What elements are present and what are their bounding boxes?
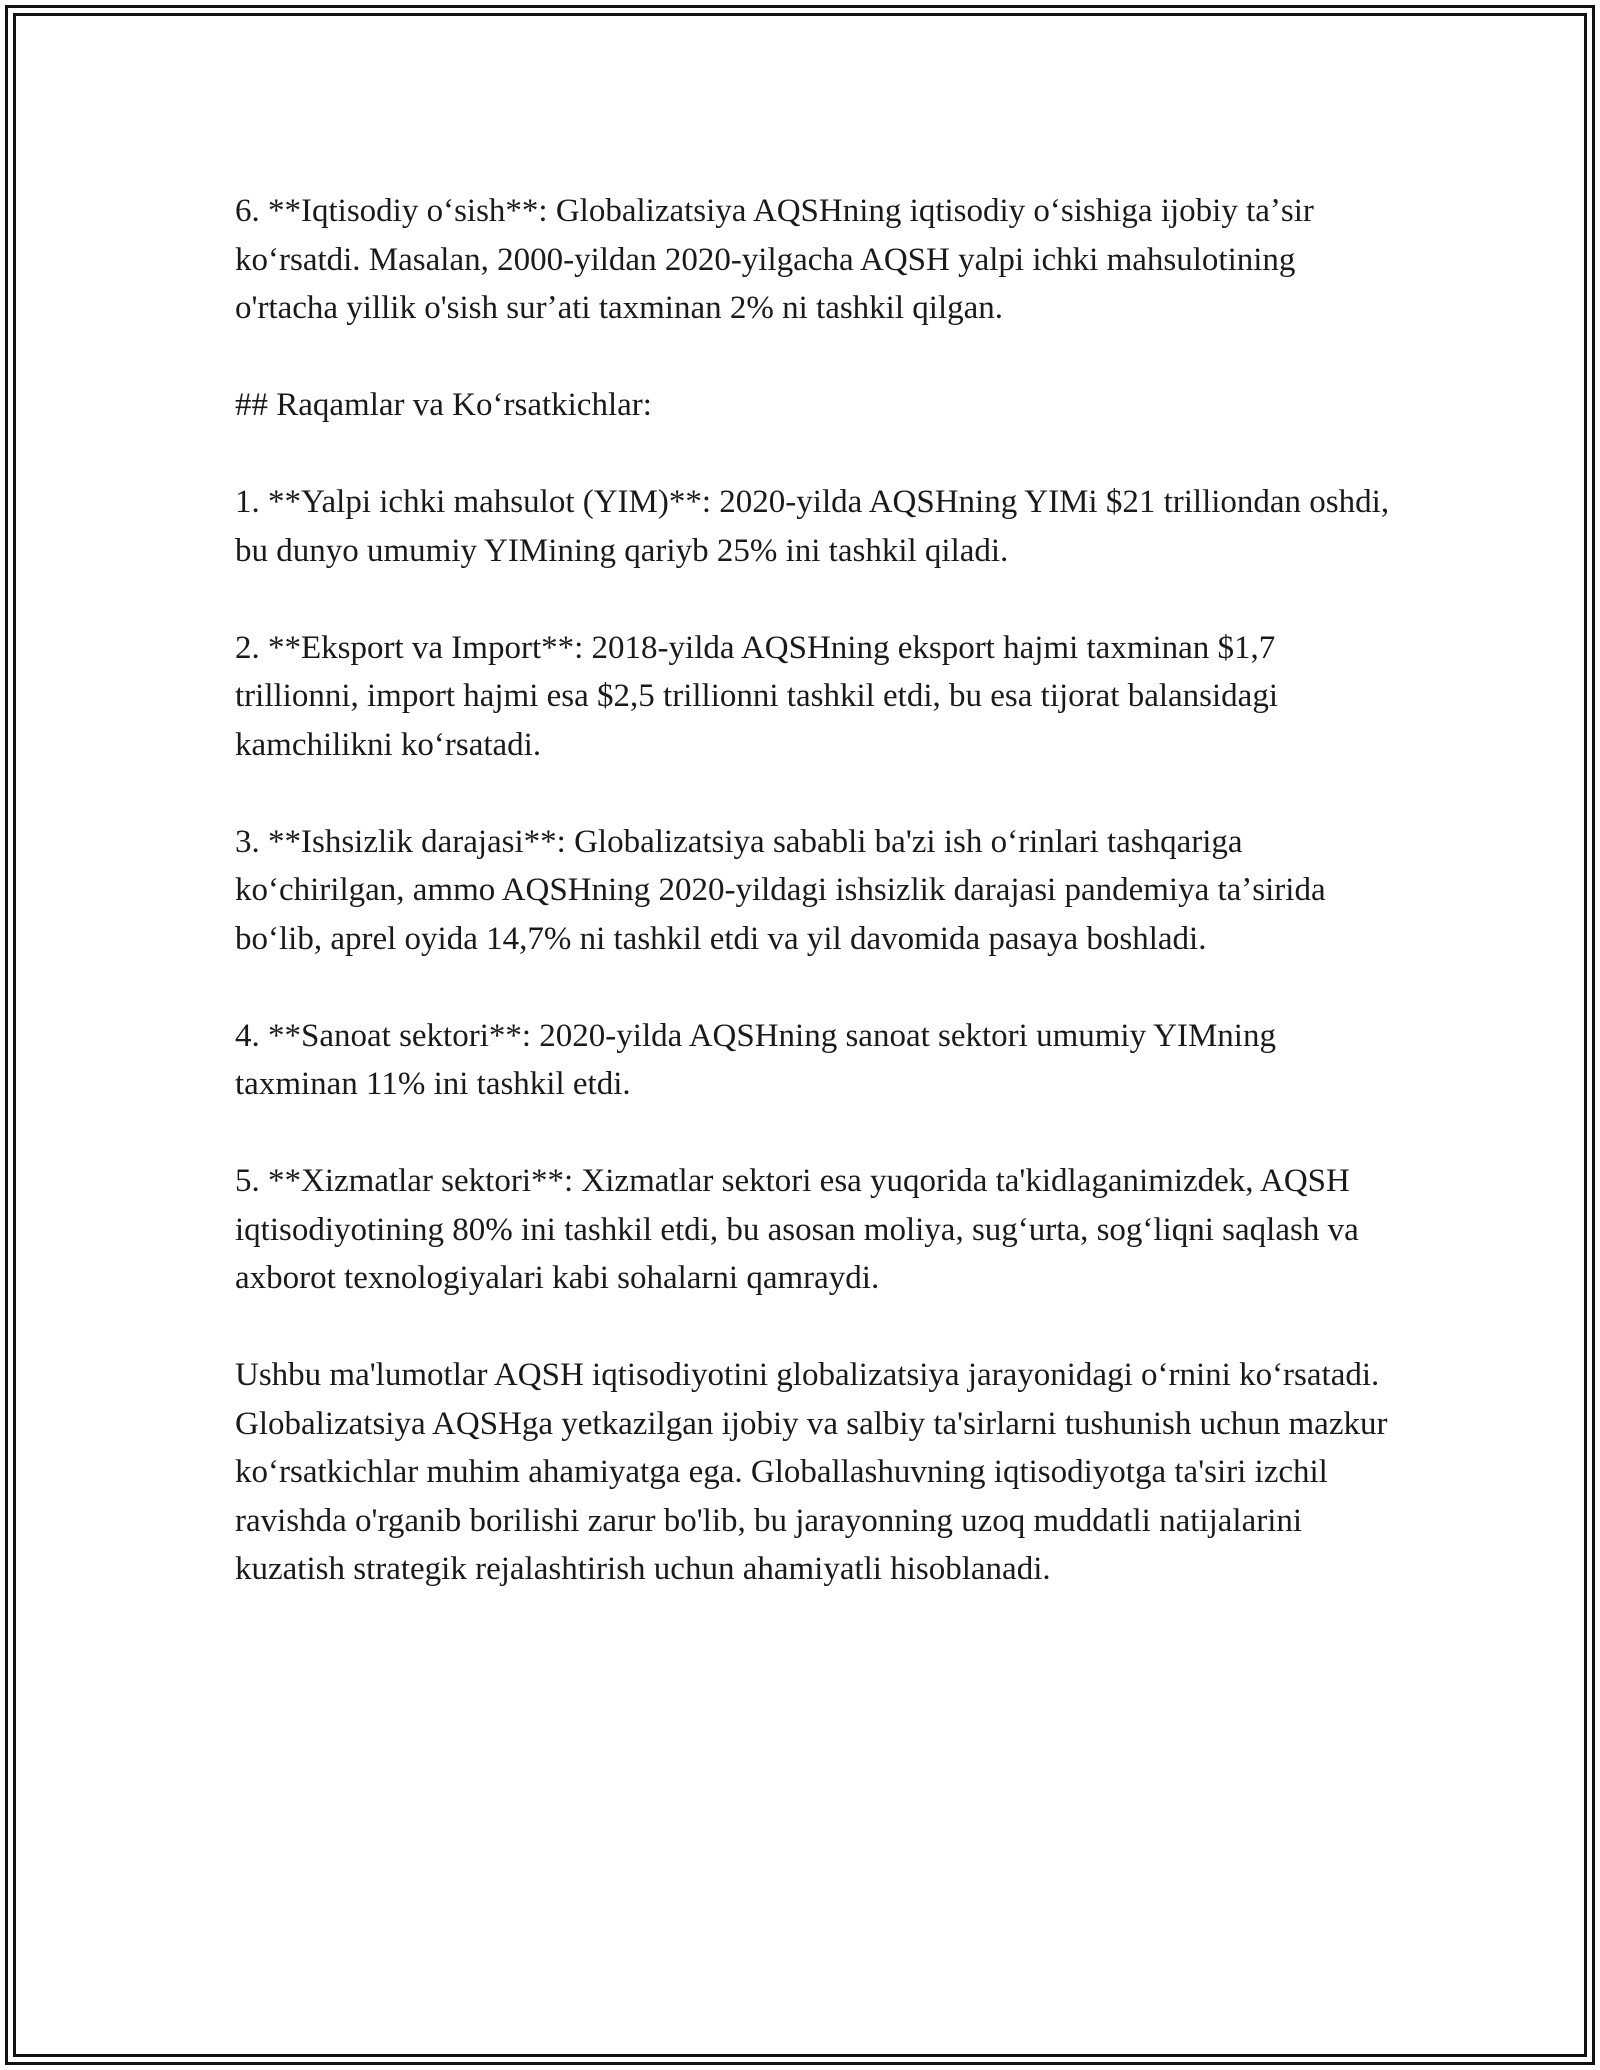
paragraph-services-sector: 5. **Xizmatlar sektori**: Xizmatlar sektori esa yuqorida ta'kidlaganimizdek, AQSH iqtisodiyotining 80% ini tashkil etdi, bu asosan moliya, sugʻurta, sogʻliqni saqlash va axborot texnologiyalari kabi sohalarni qamraydi. xyxy=(235,1163,1359,1296)
paragraph-unemployment: 3. **Ishsizlik darajasi**: Globalizatsiya sababli ba'zi ish oʻrinlari tashqariga koʻchirilgan, ammo AQSHning 2020-yildagi ishsizlik darajasi pandemiya taʼsirida boʻlib, aprel oyida 14,7% ni tashkil etdi va yil davomida pasaya boshladi. xyxy=(235,823,1326,957)
paragraph-economic-growth: 6. **Iqtisodiy oʻsish**: Globalizatsiya AQSHning iqtisodiy oʻsishiga ijobiy taʼsir koʻrsatdi. Masalan, 2000-yildan 2020-yilgacha AQSH yalpi ichki mahsulotining o'rtacha yillik o'sish surʼati taxminan 2% ni tashkil qilgan. xyxy=(235,193,1314,326)
paragraph-industry-sector: 4. **Sanoat sektori**: 2020-yilda AQSHning sanoat sektori umumiy YIMning taxminan 11% ini tashkil etdi. xyxy=(235,1017,1276,1102)
paragraph-gdp: 1. **Yalpi ichki mahsulot (YIM)**: 2020-yilda AQSHning YIMi $21 trilliondan oshdi, bu dunyo umumiy YIMining qariyb 25% ini tashkil qiladi. xyxy=(235,484,1390,569)
paragraph-conclusion: Ushbu ma'lumotlar AQSH iqtisodiyotini globalizatsiya jarayonidagi oʻrnini koʻrsatadi. Globalizatsiya AQSHga yetkazilgan ijobiy va salbiy ta'sirlarni tushunish uchun mazkur koʻrsatkichlar muhim ahamiyatga ega. Globallashuvning iqtisodiyotga ta'siri izchil ravishda o'rganib borilishi zarur bo'lib, bu jarayonning uzoq muddatli natijalarini kuzatish strategik rejalashtirish uchun ahamiyatli hisoblanadi. xyxy=(235,1357,1388,1587)
document-body xyxy=(235,187,1395,1594)
paragraph-export-import: 2. **Eksport va Import**: 2018-yilda AQSHning eksport hajmi taxminan $1,7 trillionni, import hajmi esa $2,5 trillionni tashkil etdi, bu esa tijorat balansidagi kamchilikni koʻrsatadi. xyxy=(235,629,1278,763)
section-heading-figures: ## Raqamlar va Koʻrsatkichlar: xyxy=(235,387,652,423)
